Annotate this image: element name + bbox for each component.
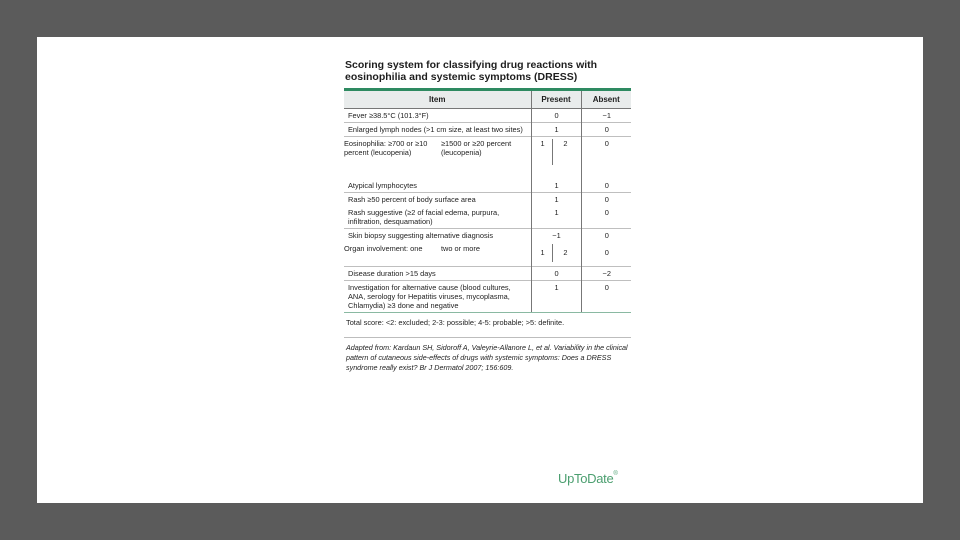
row-present bbox=[531, 137, 581, 178]
row-present-b: 2 bbox=[563, 248, 568, 257]
total-score-note: Total score: <2: excluded; 2-3: possible; 4-5: probable; >5: definite. bbox=[346, 318, 565, 327]
row-absent: 0 bbox=[581, 123, 631, 137]
row-present-b: 2 bbox=[563, 139, 568, 148]
table-row bbox=[344, 206, 631, 229]
scoring-table bbox=[344, 91, 631, 312]
table-header-row bbox=[344, 91, 631, 109]
row-absent: 0 bbox=[581, 177, 631, 193]
table-row bbox=[344, 137, 631, 178]
registered-mark: ® bbox=[613, 471, 618, 477]
row-item: Rash ≥50 percent of body surface area bbox=[344, 193, 531, 207]
row-present-a: 1 bbox=[540, 139, 545, 148]
row-item bbox=[344, 137, 531, 178]
slide bbox=[37, 37, 923, 503]
header-present: Present bbox=[531, 91, 581, 109]
row-present: 0 bbox=[531, 267, 581, 281]
row-present: 1 bbox=[531, 281, 581, 313]
row-absent: 0 bbox=[581, 193, 631, 207]
row-item: Fever ≥38.5°C (101.3°F) bbox=[344, 109, 531, 123]
row-absent: −1 bbox=[581, 109, 631, 123]
split-divider bbox=[552, 244, 553, 262]
row-present: 0 bbox=[531, 109, 581, 123]
table-row bbox=[344, 281, 631, 313]
header-absent: Absent bbox=[581, 91, 631, 109]
row-present: 1 bbox=[531, 193, 581, 207]
document bbox=[344, 59, 631, 373]
row-absent: 0 bbox=[581, 281, 631, 313]
row-present: 1 bbox=[531, 123, 581, 137]
row-present bbox=[531, 242, 581, 267]
table-row bbox=[344, 193, 631, 207]
row-present: −1 bbox=[531, 229, 581, 243]
row-item: Rash suggestive (≥2 of facial edema, purpura, infiltration, desquamation) bbox=[348, 208, 500, 226]
row-absent: 0 bbox=[581, 229, 631, 243]
row-item: Skin biopsy suggesting alternative diagnosis bbox=[344, 229, 531, 243]
table-row bbox=[344, 242, 631, 267]
row-absent: 0 bbox=[581, 242, 631, 267]
table-row bbox=[344, 109, 631, 123]
page-title: Scoring system for classifying drug reactions with eosinophilia and systemic symptoms (DRESS) bbox=[345, 59, 598, 83]
row-item-option-b: two or more bbox=[440, 244, 480, 253]
table-row bbox=[344, 229, 631, 243]
row-item bbox=[344, 242, 531, 267]
row-item: Disease duration >15 days bbox=[344, 267, 531, 281]
row-absent: 0 bbox=[581, 137, 631, 178]
row-absent: 0 bbox=[581, 206, 631, 229]
citation: Adapted from: Kardaun SH, Sidoroff A, Valeyrie-Allanore L, et al. Variability in the clinical pattern of cutaneous side-effects of drugs with systemic symptoms: Does a DRESS syndrome really exist? Br J Dermatol 2007; 156:609. bbox=[346, 343, 628, 372]
split-divider bbox=[552, 139, 553, 165]
row-item-option-b: ≥1500 or ≥20 percent (leucopenia) bbox=[440, 139, 512, 157]
row-present-a: 1 bbox=[540, 248, 545, 257]
row-item-option-a: Eosinophilia: ≥700 or ≥10 percent (leucopenia) bbox=[344, 139, 428, 157]
logo-text: UpToDate bbox=[558, 471, 614, 486]
row-item: Atypical lymphocytes bbox=[348, 181, 418, 190]
divider bbox=[344, 337, 631, 338]
row-present: 1 bbox=[531, 206, 581, 229]
table-row bbox=[344, 123, 631, 137]
uptodate-logo bbox=[558, 471, 618, 486]
table-row bbox=[344, 177, 631, 193]
table-bottom-rule bbox=[344, 312, 631, 313]
header-item: Item bbox=[344, 91, 531, 109]
table-row bbox=[344, 267, 631, 281]
row-item: Investigation for alternative cause (blood cultures, ANA, serology for Hepatitis viruses, mycoplasma, Chlamydia) ≥3 done and negative bbox=[344, 281, 531, 313]
row-absent: −2 bbox=[581, 267, 631, 281]
row-item-option-a: Organ involvement: one bbox=[344, 244, 423, 253]
row-present: 1 bbox=[531, 177, 581, 193]
row-item: Enlarged lymph nodes (>1 cm size, at least two sites) bbox=[344, 123, 531, 137]
